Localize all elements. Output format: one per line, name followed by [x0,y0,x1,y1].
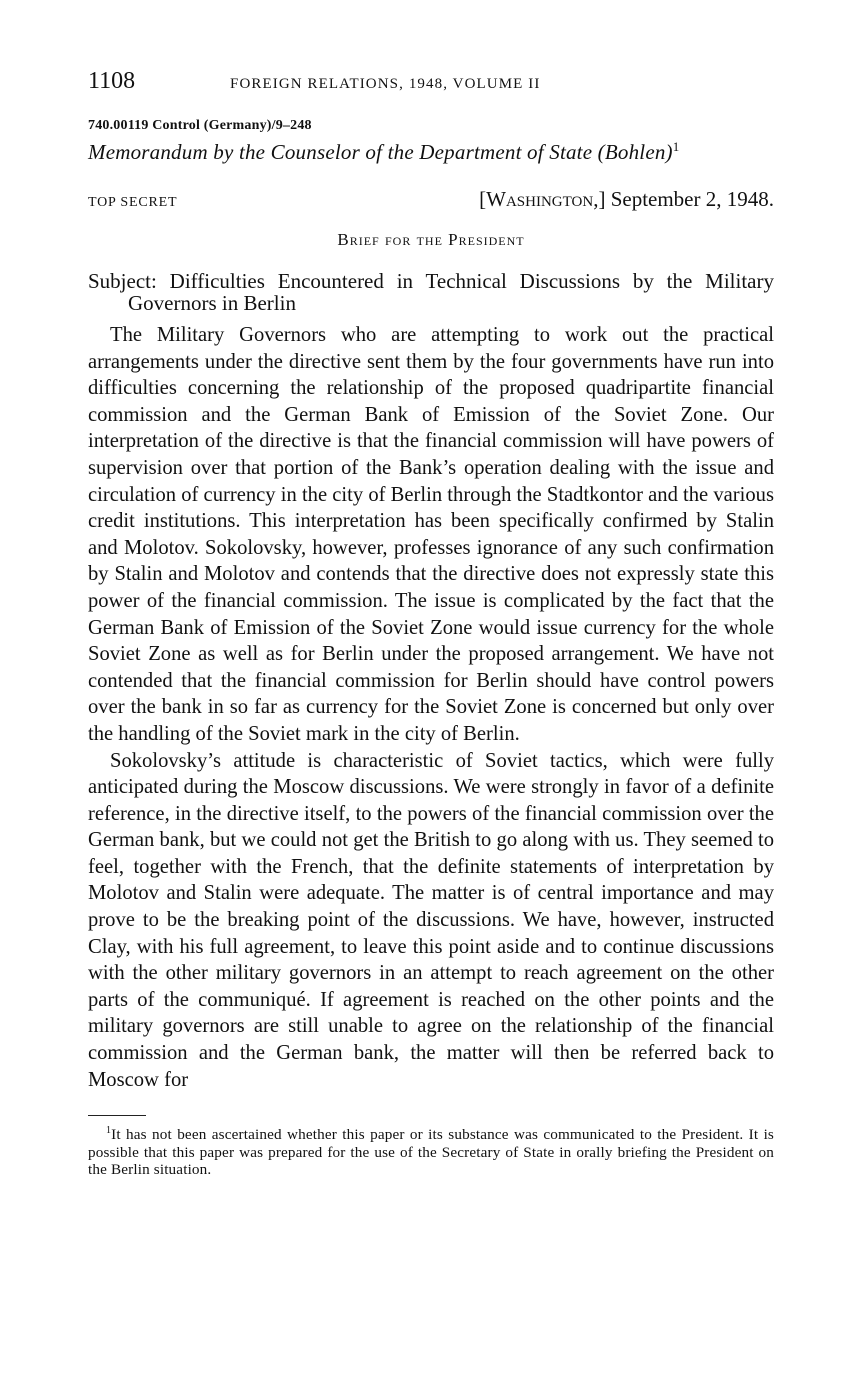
document-title-text: Memorandum by the Counselor of the Department of State (Bohlen) [88,140,673,164]
footnote-text: It has not been ascertained whether this paper or its substance was communicated to the President. It is possible that this paper was prepared for the use of the Secretary of State in orally briefing the President on the Berlin situation. [88,1126,774,1179]
running-title: FOREIGN RELATIONS, 1948, VOLUME II [230,76,541,92]
date: September 2, 1948. [610,187,774,211]
document-page [88,68,774,1179]
document-title [88,139,774,165]
footnote [88,1122,774,1179]
subject-line: Subject: Difficulties Encountered in Technical Discussions by the Military Governors in Berlin [88,269,774,315]
title-footnote-marker: 1 [672,139,680,154]
dateline [88,187,774,212]
footnote-marker: 1 [106,1125,112,1137]
running-head [88,68,774,108]
file-reference: 740.00119 Control (Germany)/9–248 [88,118,312,133]
page-number: 1108 [88,68,136,94]
footnote-divider [88,1115,146,1116]
brief-heading: Brief for the President [337,230,525,249]
body-text [88,322,774,1093]
date-line [479,187,774,212]
paragraph: The Military Governors who are attempting to work out the practical arrangements under the directive sent them by the four governments have run into difficulties concerning the relationship of the proposed quadripartite financial commission and the German Bank of Emission of the Soviet Zone. Our interpretation of the directive is that the financial commission will have powers of supervision over that portion of the Bank’s operation dealing with the issue and circulation of currency in the city of Berlin through the Stadtkontor and the various credit institutions. This interpretation has been specifically confirmed by Stalin and Molotov. Sokolovsky, however, professes ignorance of any such confirmation by Stalin and Molotov and contends that the directive does not expressly state this power of the financial commission. The issue is complicated by the fact that the German Bank of Emission of the Soviet Zone would issue currency for the whole Soviet Zone as well as for Berlin under the proposed arrangement. We have not contended that the financial commission for Berlin should have control powers over the bank in so far as currency for the Soviet Zone is concerned but only over the handling of the Soviet mark in the city of Berlin. [88,324,774,745]
classification-label: TOP SECRET [88,195,178,210]
paragraph: Sokolovsky’s attitude is characteristic of Soviet tactics, which were fully anticipated during the Moscow discussions. We were strongly in favor of a definite reference, in the directive itself, to the powers of the financial commission over the German bank, but we could not get the British to go along with us. They seemed to feel, together with the French, that the definite statements of interpretation by Molotov and Stalin were adequate. The matter is of central importance and may prove to be the breaking point of the discussions. We have, however, instructed Clay, with his full agreement, to leave this point aside and to continue discussions with the other military governors in an attempt to reach agreement on the other parts of the communiqué. If agreement is reached on the other points and the military governors are still unable to agree on the relationship of the financial commission and the German bank, the matter will then be referred back to Moscow for [88,749,774,1091]
place: [Washington,] [479,187,606,211]
